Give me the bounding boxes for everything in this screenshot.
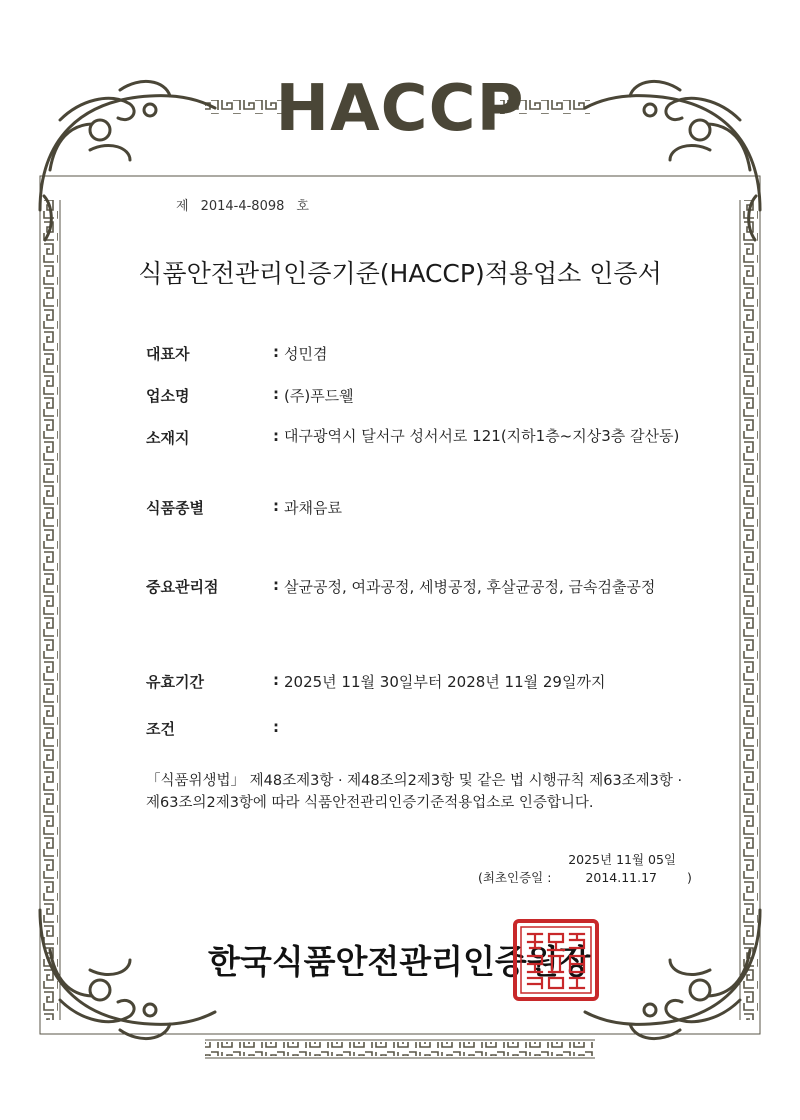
field-label: 유효기간 <box>146 673 204 691</box>
number-prefix: 제 <box>176 199 189 214</box>
field-label: 소재지 <box>146 429 190 447</box>
field-validity-period <box>146 671 605 692</box>
number-value: 2014-4-8098 <box>200 199 285 214</box>
official-seal-stamp <box>512 918 600 1002</box>
field-colon: : <box>273 671 279 689</box>
field-address <box>146 427 686 448</box>
field-colon: : <box>273 385 279 403</box>
number-suffix: 호 <box>296 199 309 214</box>
field-value: 대구광역시 달서구 성서서로 121(지하1층~지상3층 갈산동) <box>284 427 680 445</box>
field-value: 성민겸 <box>284 345 328 363</box>
issuer-name: 한국식품안전관리인증원장 <box>208 942 591 981</box>
first-certification-date <box>478 868 692 886</box>
haccp-logo-title: HACCP <box>275 72 525 146</box>
field-label: 중요관리점 <box>146 578 219 596</box>
corner-ornament-bottom-left <box>40 910 215 1039</box>
document-title: 식품안전관리인증기준(HACCP)적용업소 인증서 <box>138 259 662 288</box>
legal-statement: 「식품위생법」 제48조제3항 · 제48조의2제3항 및 같은 법 시행규칙 제63조제3항 · 제63조의2제3항에 따라 식품안전관리인증기준적용업소로 인증합니다. <box>146 773 683 811</box>
field-value: (주)푸드웰 <box>284 387 354 405</box>
field-colon: : <box>273 427 279 445</box>
field-value: 과채음료 <box>284 499 342 517</box>
field-label: 조건 <box>146 720 175 738</box>
field-business-name <box>146 385 354 406</box>
field-colon: : <box>273 718 279 736</box>
issue-date: 2025년 11월 05일 <box>568 852 676 867</box>
field-food-type <box>146 497 342 518</box>
field-colon: : <box>273 576 279 594</box>
field-value: 2025년 11월 30일부터 2028년 11월 29일까지 <box>284 673 606 691</box>
field-value: 살균공정, 여과공정, 세병공정, 후살균공정, 금속검출공정 <box>284 578 656 596</box>
first-cert-close: ) <box>687 870 692 885</box>
field-conditions <box>146 718 284 739</box>
field-critical-control-points <box>146 576 655 597</box>
field-label: 업소명 <box>146 387 190 405</box>
first-cert-label: (최초인증일 : <box>478 870 552 885</box>
field-colon: : <box>273 343 279 361</box>
corner-ornament-bottom-right <box>585 910 760 1039</box>
certificate-number <box>176 195 321 214</box>
field-label: 식품종별 <box>146 499 204 517</box>
first-cert-date: 2014.11.17 <box>585 870 658 885</box>
field-representative <box>146 343 327 364</box>
field-colon: : <box>273 497 279 515</box>
field-label: 대표자 <box>146 345 190 363</box>
